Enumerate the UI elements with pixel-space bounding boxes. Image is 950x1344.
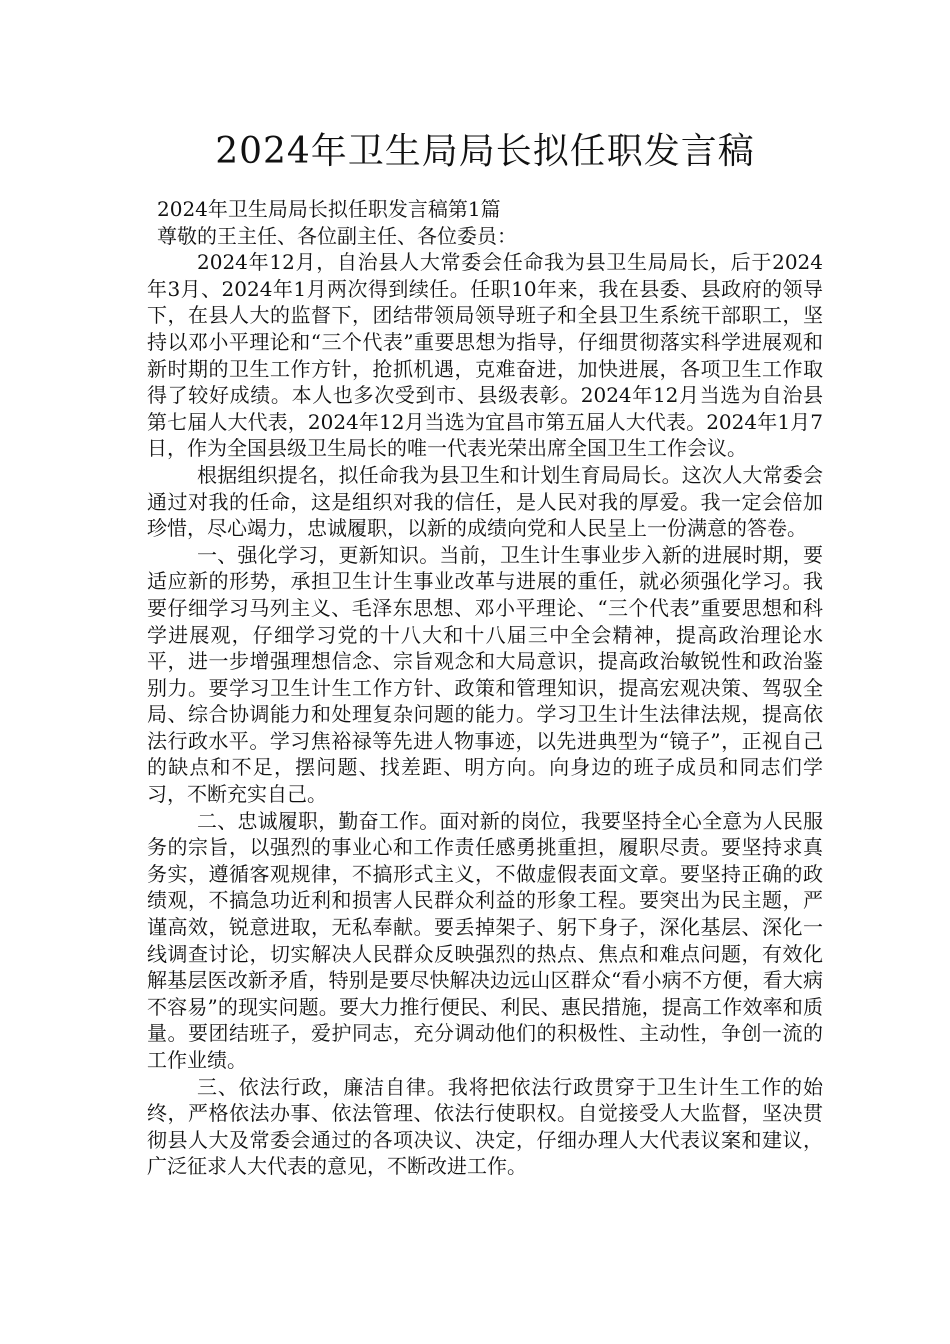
paragraph: 三、依法行政，廉洁自律。我将把依法行政贯穿于卫生计生工作的始终，严格依法办事、依法管理、依法行使职权。自觉接受人大监督，坚决贯彻县人大及常委会通过的各项决议、决定，仔细办理人大代表议案和建议，广泛征求人大代表的意见，不断改进工作。 (147, 1074, 823, 1179)
paragraph: 2024年12月，自治县人大常委会任命我为县卫生局局长，后于2024年3月、2024年1月两次得到续任。任职10年来，我在县委、县政府的领导下，在县人大的监督下，团结带领局领导班子和全县卫生系统干部职工，坚持以邓小平理论和“三个代表”重要思想为指导，仔细贯彻落实科学进展观和新时期的卫生工作方针，抢抓机遇，克难奋进，加快进展，各项卫生工作取得了较好成绩。本人也多次受到市、县级表彰。2024年12月当选为自治县第七届人大代表，2024年12月当选为宜昌市第五届人大代表。2024年1月7日，作为全国县级卫生局长的唯一代表光荣出席全国卫生工作会议。 (147, 250, 823, 461)
paragraph: 一、强化学习，更新知识。当前，卫生计生事业步入新的进展时期，要适应新的形势，承担卫生计生事业改革与进展的重任，就必须强化学习。我要仔细学习马列主义、毛泽东思想、邓小平理论、“三个代表”重要思想和科学进展观，仔细学习党的十八大和十八届三中全会精神，提高政治理论水平，进一步增强理想信念、宗旨观念和大局意识，提高政治敏锐性和政治鉴别力。要学习卫生计生工作方针、政策和管理知识，提高宏观决策、驾驭全局、综合协调能力和处理复杂问题的能力。学习卫生计生法律法规，提高依法行政水平。学习焦裕禄等先进人物事迹，以先进典型为“镜子”，正视自己的缺点和不足，摆问题、找差距、明方向。向身边的班子成员和同志们学习，不断充实自己。 (147, 542, 823, 807)
document-title: 2024年卫生局局长拟任职发言稿 (215, 131, 755, 172)
paragraph: 根据组织提名，拟任命我为县卫生和计划生育局局长。这次人大常委会通过对我的任命，这是组织对我的信任，是人民对我的厚爱。我一定会倍加珍惜，尽心竭力，忠诚履职，以新的成绩向党和人民呈上一份满意的答卷。 (147, 462, 823, 541)
document-body (147, 196, 823, 1180)
paragraph: 二、忠诚履职，勤奋工作。面对新的岗位，我要坚持全心全意为人民服务的宗旨，以强烈的事业心和工作责任感勇挑重担，履职尽责。要坚持求真务实，遵循客观规律，不搞形式主义，不做虚假表面文章。要坚持正确的政绩观，不搞急功近利和损害人民群众利益的形象工程。要突出为民主题，严谨高效，锐意进取，无私奉献。要丢掉架子、躬下身子，深化基层、深化一线调查讨论，切实解决人民群众反映强烈的热点、焦点和难点问题，有效化解基层医改新矛盾，特别是要尽快解决边远山区群众“看小病不方便，看大病不容易”的现实问题。要大力推行便民、利民、惠民措施，提高工作效率和质量。要团结班子，爱护同志，充分调动他们的积极性、主动性，争创一流的工作业绩。 (147, 808, 823, 1072)
document-subtitle: 2024年卫生局局长拟任职发言稿第1篇 (157, 197, 501, 221)
salutation: 尊敬的王主任、各位副主任、各位委员： (157, 223, 517, 248)
